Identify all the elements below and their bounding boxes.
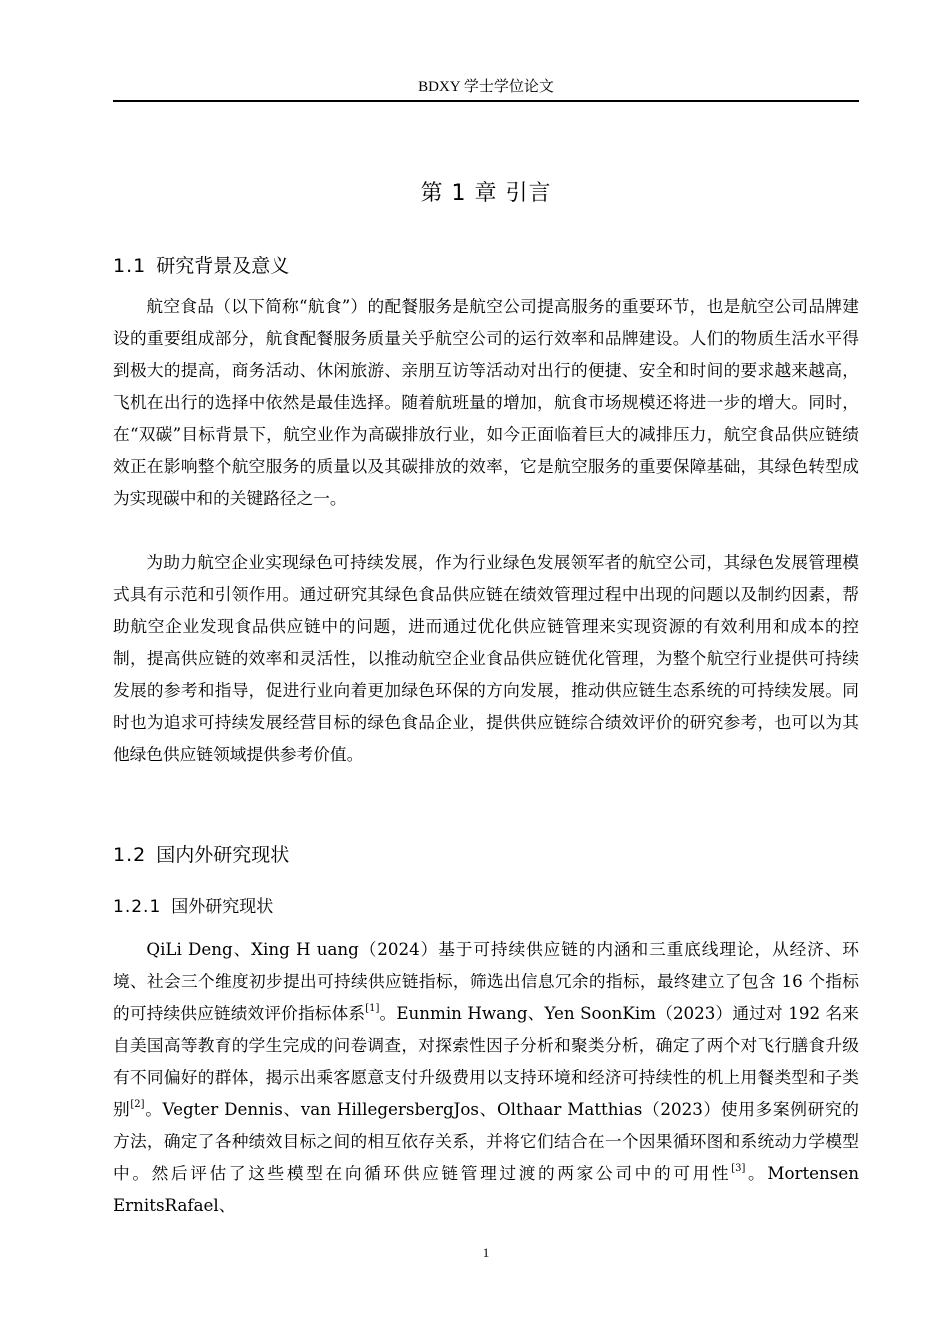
section-title: 研究背景及意义 [156,255,290,277]
section-number: 1.1 [113,255,147,277]
section-heading-1-1 [113,252,289,280]
paragraph-foreign-research [113,933,859,1221]
citation-2[interactable]: [2] [130,1099,145,1110]
paragraph-text: 。Mortensen ErnitsRafael、 [113,1163,859,1215]
citation-3[interactable]: [3] [731,1163,746,1174]
section-title: 国内外研究现状 [156,844,290,866]
page-number: 1 [482,1245,490,1260]
section-heading-1-2-1 [113,894,273,920]
section-number: 1.2 [113,844,147,866]
chapter-title: 第 1 章 引言 [420,181,552,206]
paragraph-text: 。Eunmin Hwang、Yen SoonKim（2023）通过对 192 名来自美国高等教育的学生完成的问卷调查，对探索性因子分析和聚类分析，确定了两个对飞行膳食升级有不同偏好的群体，揭示出乘客愿意支付升级费用以支持环境和经济可持续性的机上用餐类型和子类别 [113,1003,859,1119]
header-rule [113,100,859,102]
paragraph-text: QiLi Deng、Xing H uang（2024）基于可持续供应链的内涵和三重底线理论，从经济、环境、社会三个维度初步提出可持续供应链指标，筛选出信息冗余的指标，最终建立了包含 16 个指标的可持续供应链绩效评价指标体系 [113,939,859,1023]
section-number: 1.2.1 [113,897,162,917]
section-title: 国外研究现状 [171,897,274,917]
citation-1[interactable]: [1] [365,1003,380,1014]
paragraph-significance: 为助力航空企业实现绿色可持续发展，作为行业绿色发展领军者的航空公司，其绿色发展管理模式具有示范和引领作用。通过研究其绿色食品供应链在绩效管理过程中出现的问题以及制约因素，帮助航空企业发现食品供应链中的问题，进而通过优化供应链管理来实现资源的有效利用和成本的控制，提高供应链的效率和灵活性，以推动航空企业食品供应链优化管理，为整个航空行业提供可持续发展的参考和指导，促进行业向着更加绿色环保的方向发展，推动供应链生态系统的可持续发展。同时也为追求可持续发展经营目标的绿色食品企业，提供供应链综合绩效评价的研究参考，也可以为其他绿色供应链领域提供参考价值。 [113,552,859,764]
running-header: BDXY 学士学位论文 [418,79,554,95]
paragraph-background: 航空食品（以下简称“航食”）的配餐服务是航空公司提高服务的重要环节，也是航空公司品牌建设的重要组成部分，航食配餐服务质量关乎航空公司的运行效率和品牌建设。人们的物质生活水平得到极大的提高，商务活动、休闲旅游、亲朋互访等活动对出行的便捷、安全和时间的要求越来越高，飞机在出行的选择中依然是最佳选择。随着航班量的增加，航食市场规模还将进一步的增大。同时，在“双碳”目标背景下，航空业作为高碳排放行业，如今正面临着巨大的减排压力，航空食品供应链绩效正在影响整个航空服务的质量以及其碳排放的效率，它是航空服务的重要保障基础，其绿色转型成为实现碳中和的关键路径之一。 [113,296,859,508]
paragraph-text: 。Vegter Dennis、van HillegersbergJos、Olthaar Matthias（2023）使用多案例研究的方法，确定了各种绩效目标之间的相互依存关系，并将它们结合在一个因果循环图和系统动力学模型中。然后评估了这些模型在向循环供应链管理过渡的两家公司中的可用性 [113,1099,859,1183]
section-heading-1-2 [113,841,289,869]
